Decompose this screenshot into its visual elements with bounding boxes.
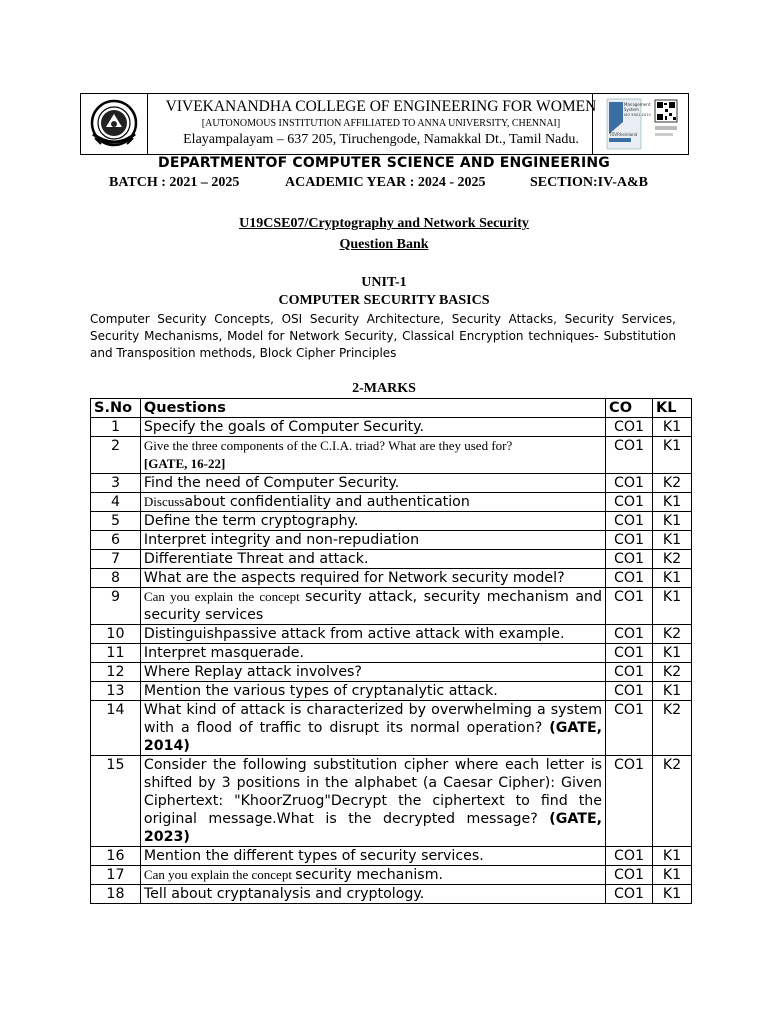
gate-reference: (GATE, 2023): [143, 811, 603, 845]
table-row: [91, 663, 692, 682]
question-cell: [140, 493, 605, 512]
question-text: Consider the following substitution cipher where each letter is shifted by 3 positions in the alphabet (a Caesar Cipher): Given Ciphertext: "KhoorZruog"Decrypt the ciphertext to find the original message.What is the decrypted message?: [143, 757, 603, 827]
course-outcome: CO1: [606, 847, 653, 866]
question-text: Mention the different types of security services.: [143, 848, 484, 864]
course-outcome: CO1: [606, 531, 653, 550]
row-number: 9: [91, 588, 141, 625]
question-cell: [140, 885, 605, 904]
course-outcome: CO1: [606, 663, 653, 682]
section-info: SECTION:IV-A&B: [530, 175, 648, 190]
question-text: Where Replay attack involves?: [143, 664, 362, 680]
knowledge-level: K1: [653, 866, 692, 885]
logo-cell: [81, 94, 148, 154]
row-number: 10: [91, 625, 141, 644]
college-header: [80, 93, 689, 155]
question-cell: [140, 550, 605, 569]
gate-reference: (GATE, 2014): [143, 720, 603, 754]
knowledge-level: K2: [653, 550, 692, 569]
question-cell: [140, 474, 605, 493]
row-number: 12: [91, 663, 141, 682]
question-cell: [140, 847, 605, 866]
table-row: [91, 493, 692, 512]
question-cell: [140, 512, 605, 531]
table-row: [91, 512, 692, 531]
course-outcome: CO1: [606, 588, 653, 625]
row-number: 16: [91, 847, 141, 866]
table-row: [91, 885, 692, 904]
unit-syllabus: Computer Security Concepts, OSI Security Architecture, Security Attacks, Security Services, Security Mechanisms, Model for Network Security, Classical Encryption techniques- Substitution and Transposition methods, Block Cipher Principles: [90, 312, 676, 360]
row-number: 1: [91, 418, 141, 437]
table-row: [91, 701, 692, 756]
svg-text:TÜVRheinland: TÜVRheinland: [609, 132, 638, 137]
row-number: 2: [91, 437, 141, 474]
academic-year: ACADEMIC YEAR : 2024 - 2025: [285, 175, 486, 190]
question-text: security mechanism.: [295, 867, 444, 883]
question-cell: [140, 437, 605, 474]
course-outcome: CO1: [606, 644, 653, 663]
question-text: security attack, security mechanism and security services: [143, 589, 603, 623]
course-outcome: CO1: [606, 550, 653, 569]
question-text: Interpret masquerade.: [143, 645, 304, 661]
table-row: [91, 866, 692, 885]
table-row: [91, 550, 692, 569]
knowledge-level: K1: [653, 493, 692, 512]
marks-heading: 2-MARKS: [352, 381, 416, 396]
row-number: 13: [91, 682, 141, 701]
course-outcome: CO1: [606, 418, 653, 437]
row-number: 17: [91, 866, 141, 885]
course-outcome: CO1: [606, 625, 653, 644]
row-number: 8: [91, 569, 141, 588]
college-address: Elayampalayam – 637 205, Tiruchengode, Namakkal Dt., Tamil Nadu.: [183, 132, 579, 147]
row-number: 6: [91, 531, 141, 550]
row-number: 11: [91, 644, 141, 663]
knowledge-level: K1: [653, 512, 692, 531]
table-header-row: [91, 399, 692, 418]
table-row: [91, 756, 692, 847]
knowledge-level: K1: [653, 885, 692, 904]
course-outcome: CO1: [606, 866, 653, 885]
table-row: [91, 531, 692, 550]
question-cell: [140, 569, 605, 588]
knowledge-level: K1: [653, 418, 692, 437]
table-row: [91, 644, 692, 663]
table-row: [91, 682, 692, 701]
question-text: about confidentiality and authentication: [184, 494, 470, 510]
batch-info: BATCH : 2021 – 2025: [109, 175, 240, 190]
college-affiliation: [AUTONOMOUS INSTITUTION AFFILIATED TO ANNA UNIVERSITY, CHENNAI]: [201, 118, 561, 129]
row-number: 7: [91, 550, 141, 569]
header-co: CO: [606, 399, 653, 418]
svg-text:System: System: [624, 107, 639, 112]
svg-text:ISO 9001:2015: ISO 9001:2015: [624, 113, 651, 117]
row-number: 5: [91, 512, 141, 531]
knowledge-level: K1: [653, 847, 692, 866]
question-cell: [140, 588, 605, 625]
question-cell: [140, 625, 605, 644]
knowledge-level: K2: [653, 756, 692, 847]
course-outcome: CO1: [606, 682, 653, 701]
question-cell: [140, 701, 605, 756]
unit-title: COMPUTER SECURITY BASICS: [278, 293, 490, 308]
question-cell: [140, 418, 605, 437]
certification-cell: [592, 94, 688, 154]
question-cell: [140, 663, 605, 682]
question-text: Interpret integrity and non-repudiation: [143, 532, 420, 548]
knowledge-level: K1: [653, 644, 692, 663]
header-questions: Questions: [140, 399, 605, 418]
course-outcome: CO1: [606, 493, 653, 512]
question-text: Differentiate Threat and attack.: [143, 551, 369, 567]
question-cell: [140, 644, 605, 663]
question-text: Find the need of Computer Security.: [143, 475, 400, 491]
question-bank-title: Question Bank: [339, 237, 429, 252]
course-outcome: CO1: [606, 756, 653, 847]
course-outcome: CO1: [606, 437, 653, 474]
question-table: [90, 398, 692, 904]
course-outcome: CO1: [606, 885, 653, 904]
knowledge-level: K2: [653, 474, 692, 493]
table-row: [91, 418, 692, 437]
college-emblem-icon: [81, 94, 148, 154]
department-title: DEPARTMENTOF COMPUTER SCIENCE AND ENGINEERING: [158, 155, 610, 171]
row-number: 14: [91, 701, 141, 756]
question-cell: [140, 866, 605, 885]
knowledge-level: K2: [653, 701, 692, 756]
knowledge-level: K2: [653, 663, 692, 682]
knowledge-level: K1: [653, 437, 692, 474]
svg-text:Management: Management: [624, 102, 651, 107]
table-row: [91, 569, 692, 588]
knowledge-level: K1: [653, 569, 692, 588]
question-cell: [140, 756, 605, 847]
question-text: Define the term cryptography.: [143, 513, 359, 529]
row-number: 18: [91, 885, 141, 904]
question-cell: [140, 682, 605, 701]
gate-reference: [GATE, 16-22]: [143, 456, 226, 471]
knowledge-level: K2: [653, 625, 692, 644]
course-title: U19CSE07/Cryptography and Network Security: [239, 216, 529, 231]
question-text: Mention the various types of cryptanalytic attack.: [143, 683, 498, 699]
college-name: VIVEKANANDHA COLLEGE OF ENGINEERING FOR WOMEN: [165, 98, 597, 115]
course-outcome: CO1: [606, 474, 653, 493]
knowledge-level: K1: [653, 588, 692, 625]
course-outcome: CO1: [606, 701, 653, 756]
row-number: 15: [91, 756, 141, 847]
question-lead-text: Can you explain the concept: [143, 867, 296, 882]
row-number: 4: [91, 493, 141, 512]
knowledge-level: K1: [653, 531, 692, 550]
course-outcome: CO1: [606, 512, 653, 531]
question-lead-text: Can you explain the concept: [143, 589, 305, 604]
table-row: [91, 588, 692, 625]
question-text: Distinguishpassive attack from active attack with example.: [143, 626, 565, 642]
table-row: [91, 625, 692, 644]
knowledge-level: K1: [653, 682, 692, 701]
unit-number: UNIT-1: [361, 275, 407, 290]
tuv-certification-badge-icon: [593, 94, 689, 154]
question-text: What kind of attack is characterized by overwhelming a system with a flood of traffic to disrupt its normal operation?: [143, 702, 603, 736]
table-row: [91, 847, 692, 866]
header-sno: S.No: [91, 399, 141, 418]
question-lead-text: Discuss: [143, 494, 185, 509]
question-text: Specify the goals of Computer Security.: [143, 419, 425, 435]
header-kl: KL: [653, 399, 692, 418]
table-row: [91, 437, 692, 474]
course-outcome: CO1: [606, 569, 653, 588]
question-lead-text: Give the three components of the C.I.A. triad? What are they used for?: [143, 438, 513, 453]
question-text: What are the aspects required for Network security model?: [143, 570, 565, 586]
question-text: Tell about cryptanalysis and cryptology.: [143, 886, 425, 902]
table-row: [91, 474, 692, 493]
row-number: 3: [91, 474, 141, 493]
question-cell: [140, 531, 605, 550]
